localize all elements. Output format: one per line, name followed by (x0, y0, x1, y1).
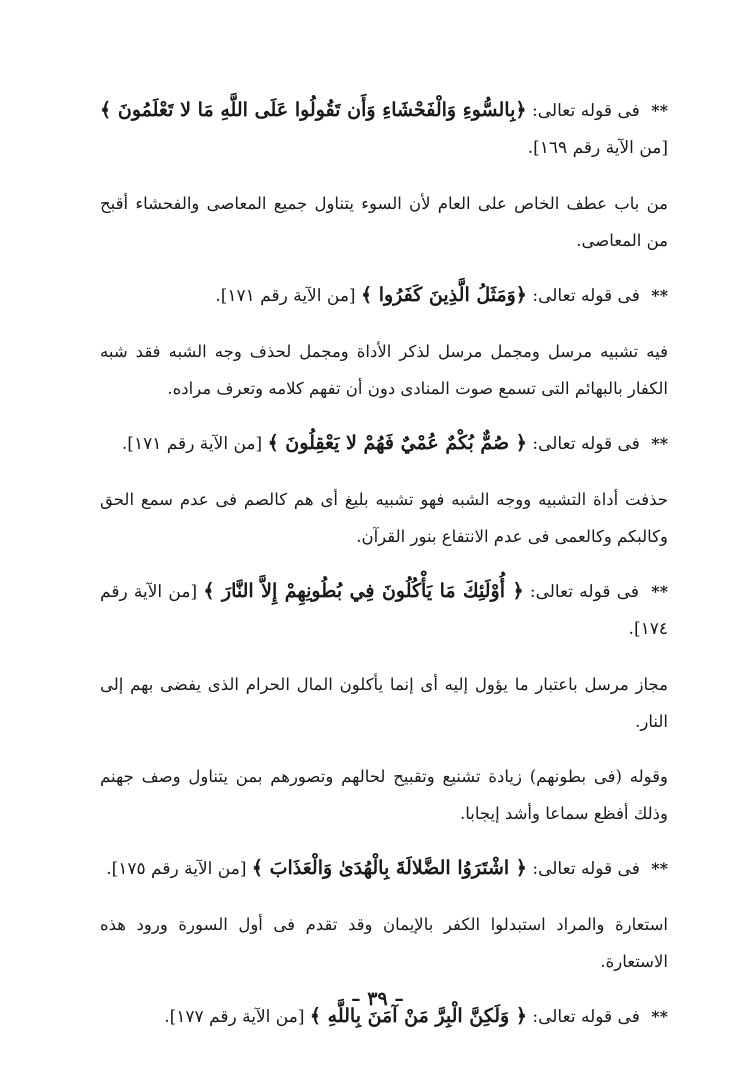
commentary-174-extra: وقوله (فى بطونهم) زيادة تشنيع وتقبيح لحالهم وتصورهم بمن يتناول وصف جهنم وذلك أفظع سماعا وأشد إيجابا. (100, 767, 668, 823)
commentary-174: مجاز مرسل باعتبار ما يؤول إليه أى إنما يأكلون المال الحرام الذى يفضى بهم إلى النار. (100, 675, 668, 731)
ruling-175 (100, 850, 668, 888)
ruling-169 (100, 92, 668, 167)
verse-reference: [من الآية رقم ١٧٤]. (100, 582, 668, 639)
page-number: – ٣٩ – (351, 988, 404, 1010)
intro-text: فى قوله تعالى: (532, 434, 640, 454)
commentary-171b: حذفت أداة التشبيه ووجه الشبه فهو تشبيه بليغ أى هم كالصم فى عدم سمع الحق وكالبكم وكالعمى فى عدم الانتفاع بنور القرآن. (100, 490, 668, 546)
quran-verse: ﴿وَمَثَلُ الَّذِينَ كَفَرُوا ﴾ (360, 284, 527, 306)
stars-marker: ** (651, 859, 668, 878)
ruling-174 (100, 573, 668, 648)
verse-reference: [من الآية رقم ١٧١]. (215, 286, 356, 306)
intro-text: فى قوله تعالى: (532, 101, 640, 121)
intro-text: فى قوله تعالى: (529, 582, 640, 602)
stars-marker: ** (651, 434, 668, 453)
ruling-171b (100, 425, 668, 463)
stars-marker: ** (651, 286, 668, 305)
page-body (100, 92, 668, 1054)
verse-reference: [من الآية رقم ١٧٧]. (164, 1007, 305, 1027)
ruling-171a (100, 277, 668, 315)
intro-text: فى قوله تعالى: (532, 859, 640, 879)
verse-reference: [من الآية رقم ١٧١]. (121, 434, 263, 454)
stars-marker: ** (651, 101, 669, 120)
quran-verse: ﴿بِالسُّوءِ وَالْفَحْشَاءِ وَأَن تَقُولُوا عَلَى اللَّهِ مَا لا تَعْلَمُونَ ﴾ (100, 99, 527, 121)
verse-reference: [من الآية رقم ١٧٥]. (106, 859, 247, 879)
quran-verse: ﴿ اشْتَرَوُا الضَّلالَةَ بِالْهُدَىٰ وَالْعَذَابَ ﴾ (251, 857, 527, 879)
intro-text: فى قوله تعالى: (532, 286, 640, 306)
quran-verse: ﴿ صُمٌّ بُكْمٌ عُمْيٌ فَهُمْ لا يَعْقِلُونَ ﴾ (267, 432, 527, 454)
intro-text: فى قوله تعالى: (532, 1007, 640, 1027)
stars-marker: ** (651, 582, 669, 601)
verse-reference: [من الآية رقم ١٦٩]. (527, 138, 668, 158)
commentary-175: استعارة والمراد استبدلوا الكفر بالإيمان وقد تقدم فى أول السورة ورود هذه الاستعارة. (100, 915, 668, 971)
commentary-171a: فيه تشبيه مرسل ومجمل مرسل لذكر الأداة ومجمل لحذف وجه الشبه فقد شبه الكفار بالبهائم التى تسمع صوت المنادى دون أن تفهم كلامه وتعرف مراده. (100, 342, 668, 398)
quran-verse: ﴿ أُوْلَئِكَ مَا يَأْكُلُونَ فِي بُطُونِهِمْ إِلاَّ النَّارَ ﴾ (203, 580, 524, 602)
stars-marker: ** (651, 1007, 668, 1026)
quran-verse: ﴿ وَلَكِنَّ الْبِرَّ مَنْ آمَنَ بِاللَّهِ ﴾ (309, 1005, 527, 1027)
commentary-169: من باب عطف الخاص على العام لأن السوء يتناول جميع المعاصى والفحشاء أقبح من المعاصى. (100, 194, 668, 250)
